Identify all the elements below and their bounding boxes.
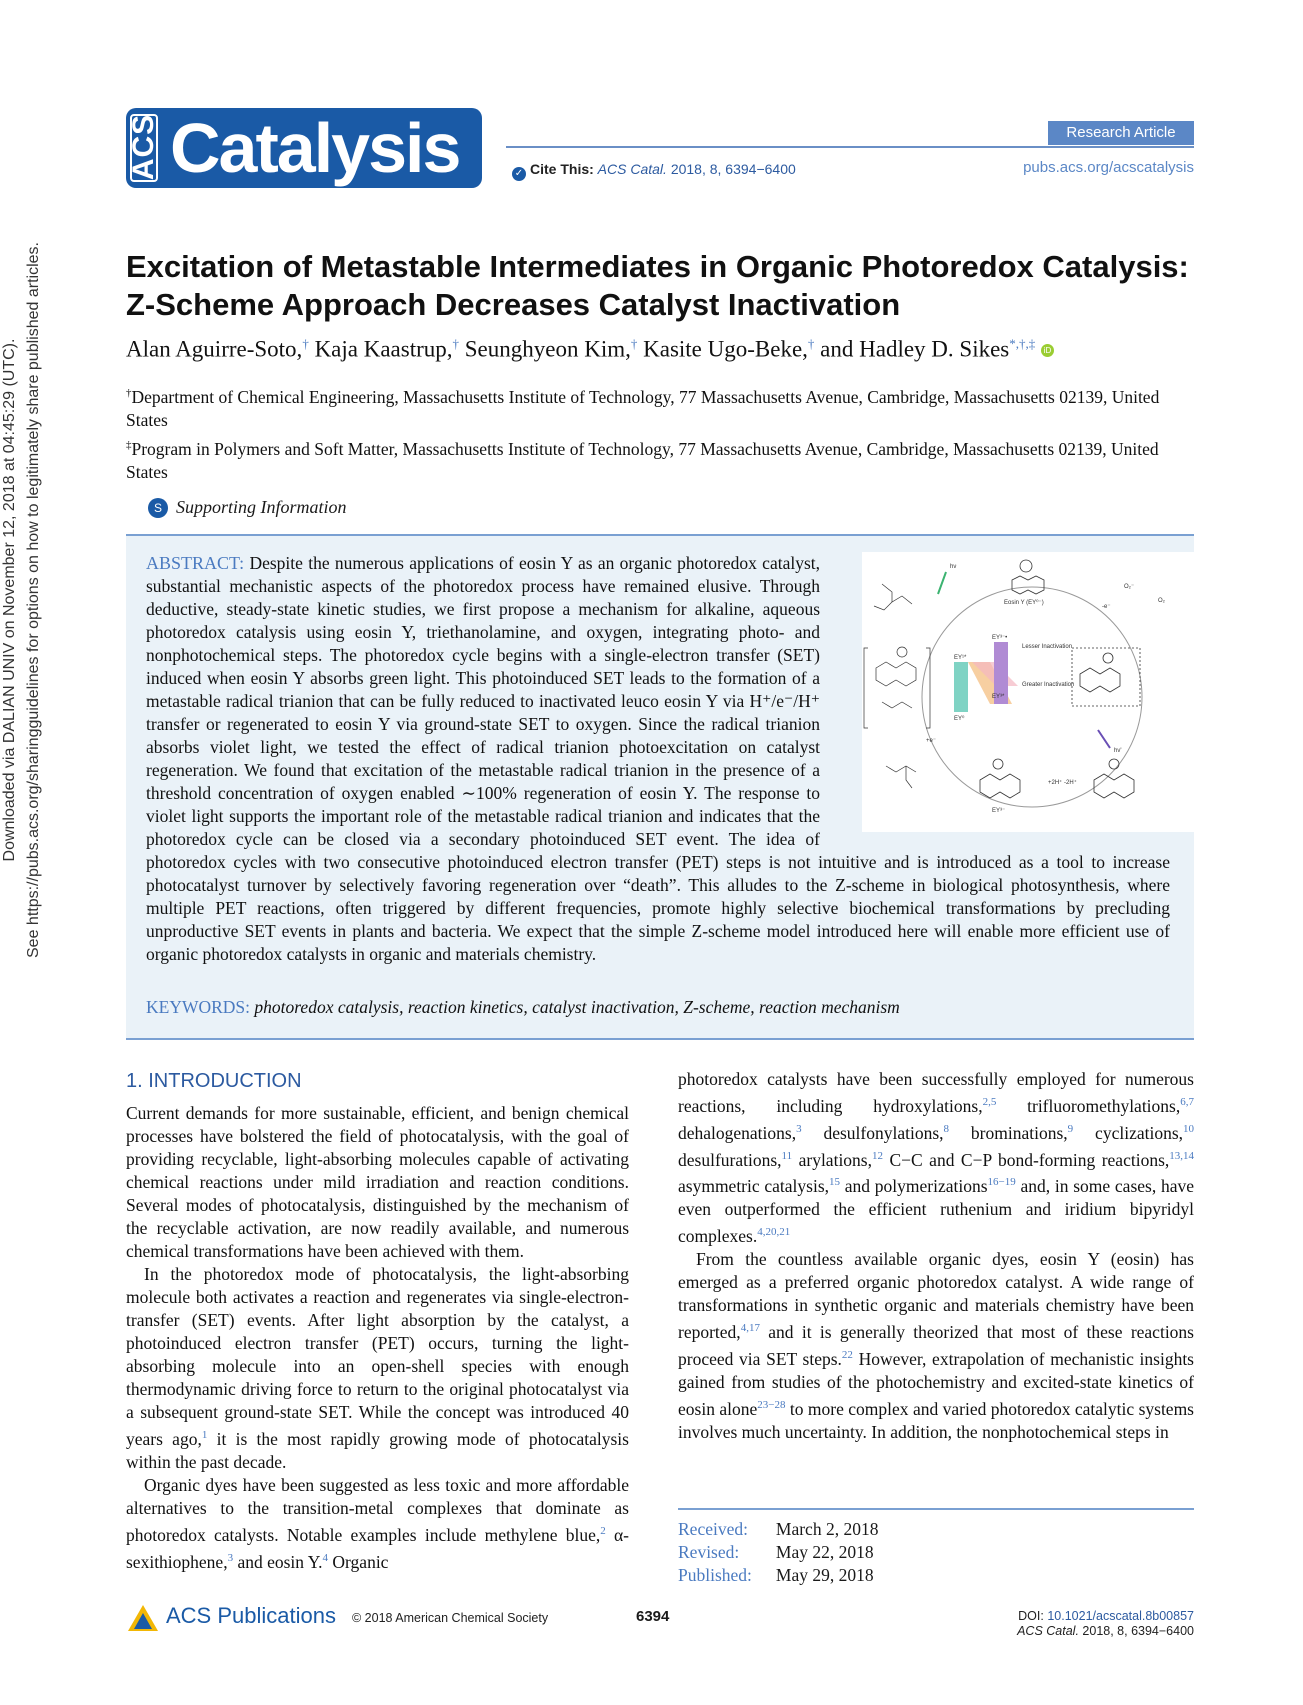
citation-link[interactable]: 15: [829, 1176, 841, 1189]
paragraph: Current demands for more sustainable, efficient, and benign chemical processes have bolstered the field of photocatalysis, with the goal of providing recyclable, light-absorbing molecules capable of activating chemical reactions under mild irradiation and reaction conditions. Several modes of photocatalysis, distinguished by the mechanism of the recyclable activation, are now readily available, and numerous chemical transformations have been achieved with them.: [126, 1103, 629, 1261]
citation-link[interactable]: 23−28: [757, 1398, 786, 1411]
author[interactable]: Kasite Ugo-Beke,: [643, 336, 808, 362]
cite-this[interactable]: [512, 161, 796, 181]
author[interactable]: Kaja Kaastrup,: [314, 336, 453, 362]
svg-text:hν': hν': [1114, 748, 1122, 754]
molecule-bottom: [980, 759, 1134, 798]
svg-text:Greater Inactivation: Greater Inactivation: [1022, 682, 1075, 688]
dates-rule: [678, 1508, 1194, 1510]
article-title: Excitation of Metastable Intermediates in Organic Photoredox Catalysis: Z-Scheme Approach Decreases Catalyst Inactivation: [126, 249, 1189, 322]
download-notice-line2: See https://pubs.acs.org/sharingguidelines for options on how to legitimately share published articles.: [25, 242, 42, 958]
checkmark-icon: ✓: [512, 167, 526, 181]
author[interactable]: Seunghyeon Kim,: [464, 336, 631, 362]
abstract-body: Despite the numerous applications of eosin Y as an organic photoredox catalyst, substantial mechanistic aspects of the photoredox process have remained elusive. Through deductive, steady-state kinetic studies, we first propose a mechanism for alkaline, aqueous photoredox catalysis using eosin Y, triethanolamine, and oxygen, integrating photo- and nonphotochemical steps. The photoredox cycle begins with a single-electron transfer (SET) induced when eosin Y absorbs green light. This photoinduced SET leads to the formation of a metastable radical trianion that can be fully reduced to inactivated leuco eosin Y via H⁺/e⁻/H⁺ transfer or regenerated to eosin Y via ground-state SET to oxygen. Since the radical trianion absorbs violet light, we tested the effect of radical trianion photoexcitation on catalyst regeneration. We found that excitation of the metastable radical trianion in the presence of a threshold concentration of oxygen enabled ∼100% regeneration of eosin Y. The response to violet light supports the important role of the metastable radical trianion and indicates that the photoredox cycle can be closed via a secondary photoinduced SET event. The idea of photoredox cycles with two consecutive photoinduced electron transfer (PET) steps is not intuitive and is introduced as a tool to increase photocatalyst turnover by selectively favoring regeneration over “death”. This alludes to the Z-scheme in biological photosynthesis, where multiple PET reactions, often triggered by different frequencies, promote highly selective biochemical transformations by precluding unproductive SET events in plants and bacteria. We expect that the simple Z-scheme model introduced here will enable more efficient use of organic photoredox catalysts in organic and materials chemistry.: [146, 553, 1170, 964]
supporting-info-icon: S: [148, 498, 168, 518]
section-heading-introduction: 1. INTRODUCTION: [126, 1070, 302, 1092]
copyright: © 2018 American Chemical Society: [352, 1611, 549, 1625]
paragraph: photoredox catalysts have been successfully employed for numerous reactions, including hydroxylations,$^{2,5}$ trifluoromethylations,$^{6,7}$ dehalogenations,$^3$ desulfonylations,$^8$ brominations,$^9$ cyclizations,$^{10}$ desulfurations,$^{11}$ arylations,$^{12}$ C−C and C−P bond-forming reactions,$^{13,14}$ asymmetric catalysis,$^{15}$ and polymerizations$^{16-19}$ and, in some cases, have even outperformed the efficient ruthenium and iridium bipyridyl complexes.$^{4,20,21}$: [678, 1069, 1195, 1247]
violet-light-arrow: [1098, 730, 1110, 748]
tea-molecule-top: [874, 584, 912, 610]
paragraph: In the photoredox mode of photocatalysis, the light-absorbing molecule both activates a reaction and regenerates via single-electron-transfer (SET) events. After light absorption by the catalyst, a photoinduced electron transfer (PET) occurs, turning the light-absorbing molecule into an open-shell species with enough thermodynamic driving force to return to the original photocatalyst via a subsequent ground-state SET. While the concept was introduced 40 years ago,$^1$ it is the most rapidly growing mode of photocatalysis within the past decade.: [126, 1264, 629, 1472]
abstract-label: ABSTRACT:: [146, 553, 245, 573]
body-column-right: [678, 1068, 1194, 1444]
affiliation-1: †Department of Chemical Engineering, Massachusetts Institute of Technology, 77 Massachusetts Avenue, Cambridge, Massachusetts 02139, United States: [126, 386, 1160, 430]
paragraph: Organic dyes have been suggested as less toxic and more affordable alternatives to the transition-metal complexes that dominate as photoredox catalysts. Notable examples include methylene blue,$^2$ α-sexithiophene,$^3$ and eosin Y.$^4$ Organic: [126, 1474, 629, 1572]
journal-logo[interactable]: [126, 108, 482, 188]
molecule-left: [864, 647, 930, 728]
body-column-left: [126, 1102, 629, 1573]
svg-text:hν: hν: [950, 564, 957, 570]
svg-text:Lesser Inactivation: Lesser Inactivation: [1022, 644, 1073, 650]
citation-link[interactable]: 2: [600, 1524, 606, 1537]
svg-text:Eosin Y (EY⁰⁻): Eosin Y (EY⁰⁻): [1004, 600, 1044, 606]
article-type-badge: Research Article: [1048, 121, 1194, 145]
citation-link[interactable]: 12: [872, 1149, 883, 1162]
keywords-list: photoredox catalysis, reaction kinetics, catalyst inactivation, Z-scheme, reaction mechanism: [254, 997, 900, 1017]
citation-link[interactable]: 9: [1067, 1122, 1074, 1135]
publisher-logo[interactable]: ACS Publications: [126, 1603, 336, 1633]
journal-url[interactable]: pubs.acs.org/acscatalysis: [1023, 159, 1194, 176]
svg-text:EY³⁻•: EY³⁻•: [992, 635, 1008, 641]
citation-link[interactable]: 2,5: [982, 1096, 997, 1108]
supporting-info-link[interactable]: S Supporting Information: [148, 497, 347, 518]
page-number: 6394: [636, 1608, 670, 1625]
download-notice-line1: Downloaded via DALIAN UNIV on November 12, 2018 at 04:45:29 (UTC).: [1, 338, 18, 862]
svg-text:O₂⁻: O₂⁻: [1124, 584, 1135, 590]
header-rule: [506, 146, 1194, 148]
publication-dates: [678, 1518, 902, 1587]
cite-label: Cite This:: [530, 161, 594, 177]
green-light-arrow: [938, 572, 946, 594]
doi-link[interactable]: 10.1021/acscatal.8b00857: [1047, 1609, 1194, 1623]
citation-link[interactable]: 3: [796, 1122, 802, 1135]
author-list: Alan Aguirre-Soto,† Kaja Kaastrup,† Seunghyeon Kim,† Kasite Ugo-Beke,† and Hadley D. Sikes*,†,‡ iD: [126, 336, 1054, 363]
svg-text:EY¹*: EY¹*: [954, 655, 967, 661]
citation-link[interactable]: 10: [1183, 1122, 1195, 1135]
doi-block: DOI: 10.1021/acscatal.8b00857 ACS Catal. 2018, 8, 6394−6400: [1017, 1609, 1194, 1638]
date-row: Revised: May 22, 2018: [678, 1542, 874, 1562]
download-notice: [0, 240, 62, 960]
molecule-right: [1072, 648, 1140, 706]
citation-link[interactable]: 6,7: [1180, 1096, 1194, 1108]
keywords-label: KEYWORDS:: [146, 997, 251, 1017]
paragraph: From the countless available organic dyes, eosin Y (eosin) has emerged as a preferred organic photoredox catalyst. A wide range of transformations in synthetic organic and materials chemistry have been reported,$^{4,17}$ and it is generally theorized that most of these reactions proceed via SET steps.$^{22}$ However, extrapolation of mechanistic insights gained from studies of the photochemistry and excited-state kinetics of eosin alone$^{23-28}$ to more complex and varied photoredox catalytic systems involves much uncertainty. In addition, the nonphotochemical steps in: [678, 1249, 1194, 1442]
cite-pages: 2018, 8, 6394−6400: [670, 161, 796, 177]
svg-text:-e⁻: -e⁻: [1102, 604, 1111, 610]
svg-text:EY⁰: EY⁰: [954, 716, 965, 722]
svg-text:+2H⁺ -2H⁺: +2H⁺ -2H⁺: [1048, 780, 1077, 786]
date-row: Published: May 29, 2018: [678, 1565, 874, 1585]
journal-name: Catalysis: [170, 109, 460, 187]
svg-text:O₂: O₂: [1158, 598, 1165, 604]
citation-link[interactable]: 4: [322, 1551, 329, 1564]
citation-link[interactable]: 4,17: [740, 1322, 760, 1335]
toc-graphic[interactable]: [862, 552, 1200, 832]
citation-link[interactable]: 3: [227, 1551, 234, 1564]
tea-molecule-bottom: [886, 766, 916, 788]
acs-mark: ACS: [127, 113, 160, 181]
keywords: [146, 997, 900, 1018]
acs-publications-icon: [126, 1603, 160, 1633]
affiliation-2: ‡Program in Polymers and Soft Matter, Massachusetts Institute of Technology, 77 Massachusetts Avenue, Cambridge, Massachusetts 02139, United States: [126, 438, 1159, 482]
svg-text:EY³⁻: EY³⁻: [992, 808, 1006, 814]
date-row: Received: March 2, 2018: [678, 1519, 879, 1539]
orcid-icon[interactable]: iD: [1041, 344, 1054, 357]
citation-link[interactable]: 11: [781, 1149, 793, 1162]
author[interactable]: and Hadley D. Sikes: [820, 336, 1010, 362]
svg-text:+e⁻: +e⁻: [926, 738, 937, 744]
svg-text:EY³*: EY³*: [992, 694, 1005, 700]
citation-link[interactable]: 8: [943, 1122, 950, 1135]
energy-bar-teal: [954, 662, 968, 712]
citation-link[interactable]: 16−19: [987, 1176, 1016, 1189]
cite-journal: ACS Catal.: [597, 161, 667, 177]
citation-link[interactable]: 4,20,21: [757, 1226, 791, 1239]
citation-link[interactable]: 22: [841, 1348, 853, 1361]
citation-link[interactable]: 1: [201, 1429, 208, 1441]
citation-link[interactable]: 13,14: [1169, 1149, 1194, 1162]
eosin-molecule-top: [1012, 560, 1044, 594]
author[interactable]: Alan Aguirre-Soto,: [126, 336, 303, 362]
